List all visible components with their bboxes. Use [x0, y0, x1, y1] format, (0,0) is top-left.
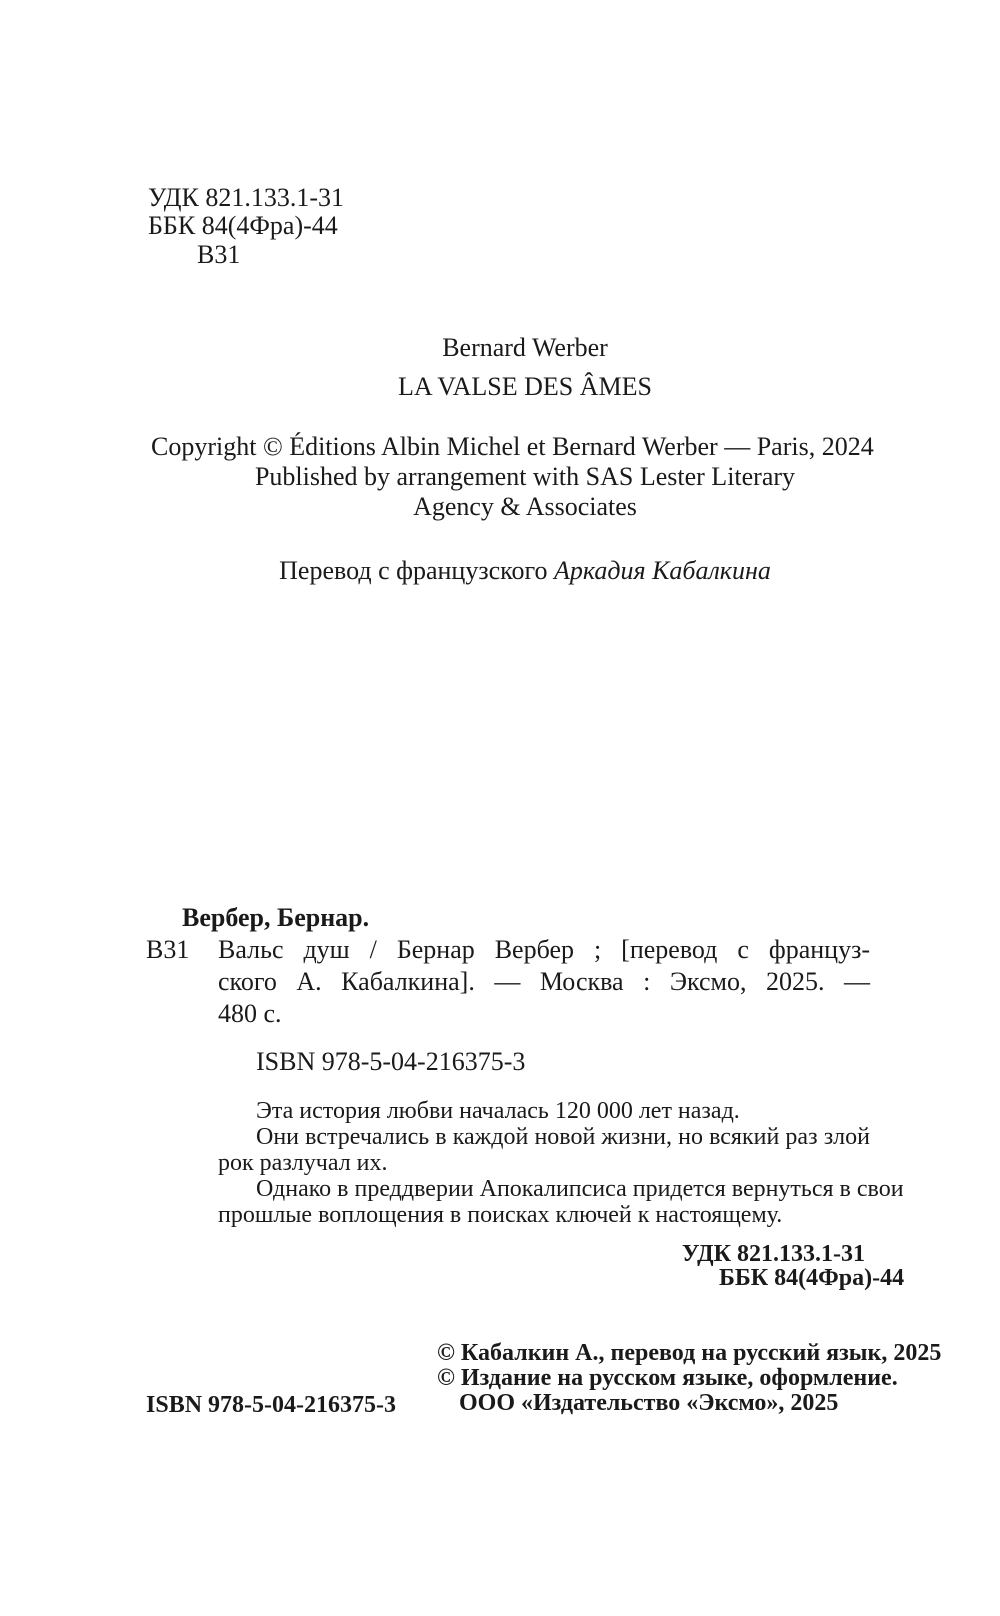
translation-credit: [0, 556, 1000, 586]
catalog-bbk: ББК 84(4Фра)-44: [719, 1265, 905, 1291]
annotation-line-4: Однако в преддверии Апокалипсиса придется вернуться в свои: [256, 1176, 904, 1202]
udk-header: УДК 821.133.1-31: [148, 183, 345, 212]
footer-isbn: ISBN 978-5-04-216375-3: [146, 1392, 396, 1418]
catalog-isbn: ISBN 978-5-04-216375-3: [256, 1047, 526, 1076]
published-line-2: Agency & Associates: [413, 492, 637, 521]
copyright-translation: © Кабалкин А., перевод на русский язык, 2025: [437, 1340, 942, 1366]
copyright-publisher: ООО «Издательство «Эксмо», 2025: [459, 1390, 839, 1416]
original-title: LA VALSE DES ÂMES: [397, 372, 653, 401]
catalog-entry-line-3: 480 с.: [218, 999, 282, 1028]
catalog-udk: УДК 821.133.1-31: [681, 1241, 865, 1267]
annotation-line-1: Эта история любви началась 120 000 лет назад.: [256, 1098, 740, 1124]
author-code-header: В31: [197, 240, 241, 269]
catalog-author-heading: Вербер, Бернар.: [182, 903, 370, 932]
translator-name: Аркадия Кабалкина: [553, 556, 771, 585]
catalog-entry-line-1: Вальс душ / Бернар Вербер ; [перевод с француз-: [218, 935, 870, 964]
annotation-line-2: Они встречались в каждой новой жизни, но всякий раз злой: [256, 1124, 870, 1150]
copyright-edition: © Издание на русском языке, оформление.: [437, 1365, 898, 1391]
copyright-line: Copyright © Éditions Albin Michel et Bernard Werber — Paris, 2024: [151, 432, 874, 461]
catalog-entry-line-2: ского А. Кабалкина]. — Москва : Эксмо, 2025. —: [218, 967, 870, 996]
original-author: Bernard Werber: [442, 333, 608, 362]
catalog-code: В31: [146, 935, 190, 964]
annotation-line-5: прошлые воплощения в поисках ключей к настоящему.: [218, 1202, 783, 1228]
bbk-header: ББК 84(4Фра)-44: [148, 211, 338, 240]
annotation-line-3: рок разлучал их.: [218, 1150, 388, 1176]
published-line-1: Published by arrangement with SAS Lester Literary: [254, 462, 796, 491]
translation-prefix: Перевод с французского: [279, 556, 548, 585]
